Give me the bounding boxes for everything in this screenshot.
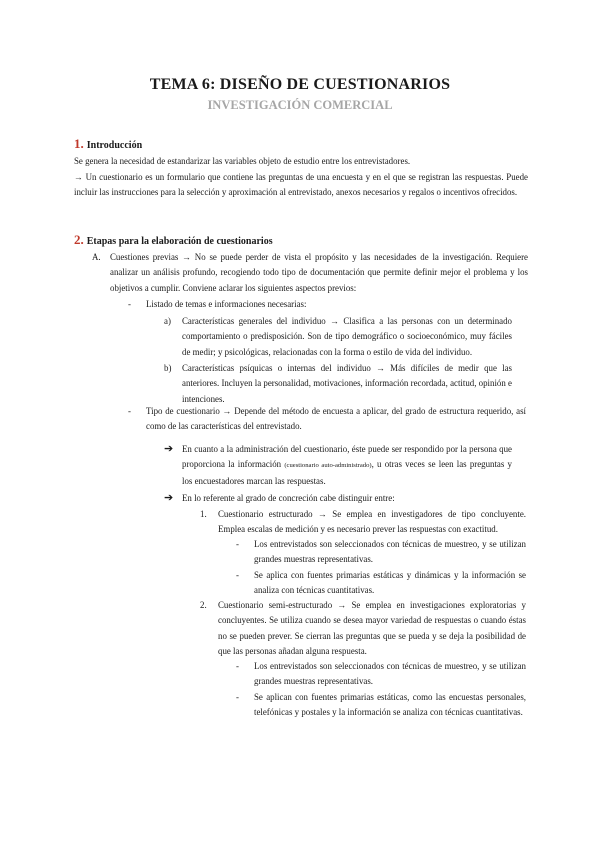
arrow-1-icon: ➔ <box>164 443 174 455</box>
sub-b-marker: b) <box>164 363 172 373</box>
num-2-bullet-1-marker: - <box>236 661 239 671</box>
sub-a-marker: a) <box>164 316 171 326</box>
section-1-number: 1. <box>74 136 84 151</box>
section-1-heading <box>74 136 142 152</box>
dash-2-marker: - <box>128 406 131 416</box>
arrow-2-text: En lo referente al grado de concreción cabe distinguir entre: <box>182 493 395 503</box>
arrow-1-text-before: En cuanto a la administración del cuestionario, éste puede ser respondido por la persona que proporciona la información <box>182 444 512 470</box>
intro-paragraph-1: Se genera la necesidad de estandarizar las variables objeto de estudio entre los entrevistadores. <box>74 156 411 166</box>
dash-1-text: Listado de temas e informaciones necesarias: <box>146 299 307 309</box>
section-1-title: Introducción <box>86 140 143 151</box>
arrow-2-icon: ➔ <box>164 492 174 504</box>
num-1-text: Cuestionario estructurado → Se emplea en investigadores de tipo concluyente. Emplea escalas de medición y es necesario prever las respuestas con exactitud. <box>218 509 526 535</box>
num-1-bullet-2-text: Se aplica con fuentes primarias estáticas y dinámicas y la información se analiza con técnicas cuantitativas. <box>254 570 526 596</box>
section-2-number: 2. <box>74 232 84 247</box>
num-2-bullet-2-text: Se aplican con fuentes primarias estáticas, como las encuestas personales, telefónicas y postales y la información se analiza con técnicas cuantitativas. <box>254 692 526 718</box>
dash-1-marker: - <box>128 299 131 309</box>
document-title: TEMA 6: DISEÑO DE CUESTIONARIOS <box>149 76 451 93</box>
arrow-1-text-small: (cuestionario auto-administrado) <box>284 462 372 470</box>
item-a-marker: A. <box>92 252 101 262</box>
arrow-1-text-after: , u otras veces se leen las preguntas y los encuestadores marcan las respuestas. <box>182 459 512 486</box>
num-1-bullet-1-text: Los entrevistados son seleccionados con técnicas de muestreo, y se utilizan grandes muestras representativas. <box>254 539 526 565</box>
num-1-marker: 1. <box>200 509 207 519</box>
sub-a-text: Características generales del individuo → Clasifica a las personas con un determinado comportamiento o predisposición. Son de tipo demográfico o socioeconómico, muy fáciles de medir; y psicológicas, relacionadas con la forma o estilo de vida del individuo. <box>182 316 512 357</box>
num-2-marker: 2. <box>200 600 207 610</box>
intro-paragraph-2: → Un cuestionario es un formulario que contiene las preguntas de una encuesta y en el que se registran las respuestas. Puede incluir las instrucciones para la selección y aproximación al entrevistado, anexos necesarios y regalos o incentivos ofrecidos. <box>74 172 528 198</box>
document-subtitle: INVESTIGACIÓN COMERCIAL <box>207 98 393 112</box>
dash-2-text: Tipo de cuestionario → Depende del método de encuesta a aplicar, del grado de estructura requerido, así como de las características del entrevistado. <box>146 406 526 432</box>
num-1-bullet-1-marker: - <box>236 539 239 549</box>
item-a-text: Cuestiones previas → No se puede perder de vista el propósito y las necesidades de la investigación. Requiere analizar un análisis profundo, recogiendo todo tipo de documentación que permite definir mejor el problema y los objetivos a cumplir. Conviene aclarar los siguientes aspectos previos: <box>110 252 528 293</box>
num-2-bullet-2-marker: - <box>236 692 239 702</box>
num-1-bullet-2-marker: - <box>236 570 239 580</box>
num-2-bullet-1-text: Los entrevistados son seleccionados con técnicas de muestreo, y se utilizan grandes muestras representativas. <box>254 661 526 687</box>
num-2-text: Cuestionario semi-estructurado → Se emplea en investigaciones exploratorias y concluyentes. Se utiliza cuando se desea mayor variedad de respuestas o cuando éstas no se pueden prever. Se cierran las preguntas que se pueda y se deja la posibilidad de que las personas añadan alguna respuesta. <box>218 600 526 657</box>
section-2-title: Etapas para la elaboración de cuestionarios <box>86 236 273 247</box>
section-2-heading <box>74 232 273 248</box>
sub-b-text: Características psíquicas o internas del individuo → Más difíciles de medir que las anteriores. Incluyen la personalidad, motivaciones, información recordada, actitud, opinión e intenciones. <box>182 363 512 404</box>
arrow-1-text <box>182 442 512 489</box>
